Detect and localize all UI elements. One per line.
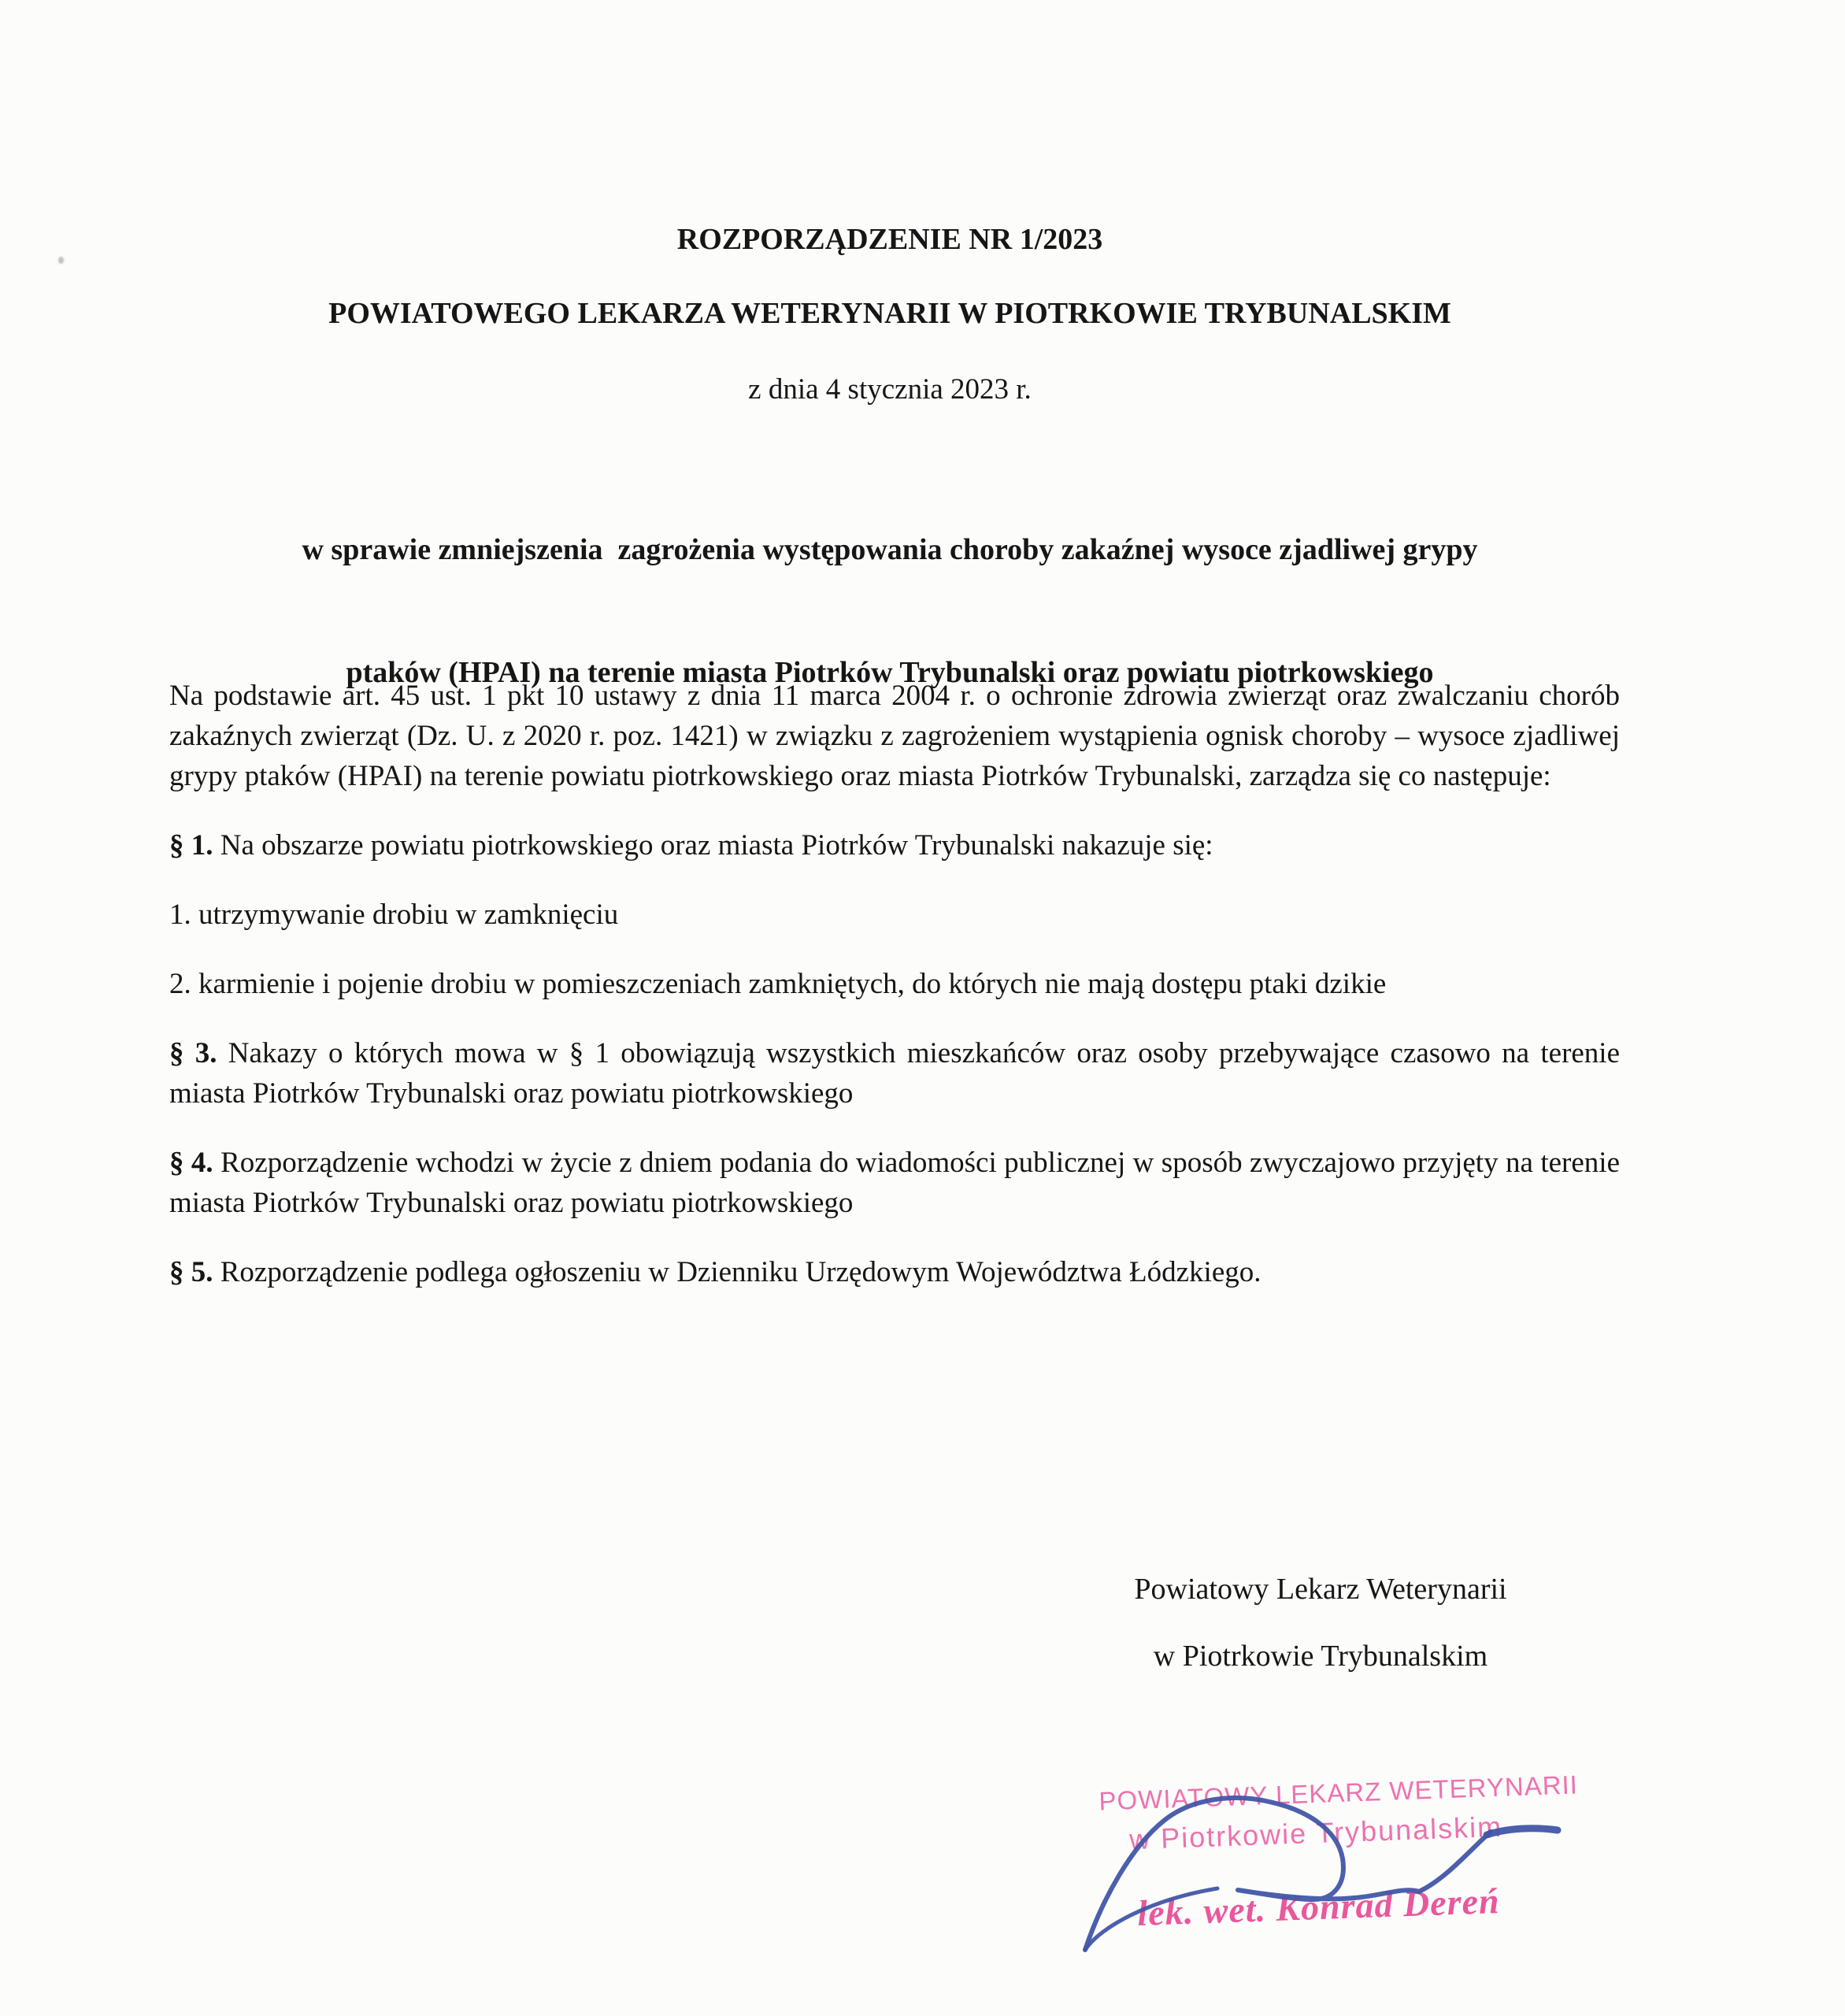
legal-basis-paragraph [169, 676, 1620, 796]
section-5-text: Rozporządzenie podlega ogłoszeniu w Dzienniku Urzędowym Województwa Łódzkiego. [220, 1256, 1261, 1288]
document-body [169, 676, 1620, 1321]
section-3-marker: § 3. [169, 1037, 217, 1069]
section-4-text: Rozporządzenie wchodzi w życie z dniem podania do wiadomości publicznej w sposób zwyczajowo przyjęty na terenie miasta Piotrków Trybunalski oraz powiatu piotrkowskiego [169, 1147, 1620, 1219]
section-3-paragraph [169, 1033, 1620, 1114]
subject-line-2: ptaków (HPAI) na terenie miasta Piotrków Trybunalski oraz powiatu piotrkowskiego [346, 656, 1434, 689]
handwritten-signature [1059, 1770, 1579, 1991]
stamp-signatory-name: lek. wet. Konrad Dereń [1136, 1880, 1501, 1933]
stamp-authority-line: POWIATOWY LEKARZ WETERYNARII [1098, 1770, 1579, 1816]
legal-basis-text: Na podstawie art. 45 ust. 1 pkt 10 ustawy z dnia 11 marca 2004 r. o ochronie zdrowia zwierząt oraz zwalczaniu chorób zakaźnych zwierząt (Dz. U. z 2020 r. poz. 1421) w związku z zagrożeniem wystąpienia ognisk choroby – wysoce zjadliwej grypy ptaków (HPAI) na terenie powiatu piotrkowskiego oraz miasta Piotrków Trybunalski, zarządza się co następuje: [169, 680, 1620, 792]
section-1-text: Na obszarze powiatu piotrkowskiego oraz miasta Piotrków Trybunalski nakazuje się: [220, 829, 1213, 862]
section-4-marker: § 4. [169, 1147, 213, 1179]
signatory-location: w Piotrkowie Trybunalskim [1153, 1640, 1488, 1673]
list-item-1-marker: 1. [169, 899, 191, 931]
section-1-paragraph [169, 825, 1620, 865]
section-3-text: Nakazy o których mowa w § 1 obowiązują wszystkich mieszkańców oraz osoby przebywające czasowo na terenie miasta Piotrków Trybunalski oraz powiatu piotrkowskiego [169, 1037, 1621, 1110]
section-5-marker: § 5. [169, 1256, 213, 1288]
list-item-2-marker: 2. [169, 968, 191, 1000]
section-1-marker: § 1. [169, 829, 213, 862]
list-item-2-text: karmienie i pojenie drobiu w pomieszczeniach zamkniętych, do których nie mają dostępu ptaki dzikie [198, 968, 1387, 1000]
section-4-paragraph [169, 1143, 1620, 1223]
signature-main-stroke [1085, 1798, 1491, 1950]
signature-end-stroke [1487, 1829, 1558, 1835]
list-item-1-text: utrzymywanie drobiu w zamknięciu [198, 899, 619, 931]
subject-line-1: w sprawie zmniejszenia zagrożenia występowania choroby zakaźnej wysoce zjadliwej grypy [302, 533, 1478, 566]
list-item-1 [169, 895, 1620, 935]
list-item-2 [169, 964, 1620, 1004]
stamp-location-line: w Piotrkowie Trybunalskim [1128, 1810, 1503, 1856]
signature-block [1013, 1571, 1628, 1674]
document-date: z dnia 4 stycznia 2023 r. [748, 373, 1032, 406]
section-5-paragraph [169, 1252, 1620, 1292]
issuing-authority: POWIATOWEGO LEKARZA WETERYNARII W PIOTRKOWIE TRYBUNALSKIM [328, 297, 1451, 330]
scan-artifact-dot [58, 257, 64, 264]
signatory-title: Powiatowy Lekarz Weterynarii [1134, 1573, 1507, 1606]
document-title: ROZPORZĄDZENIE NR 1/2023 [676, 223, 1103, 256]
